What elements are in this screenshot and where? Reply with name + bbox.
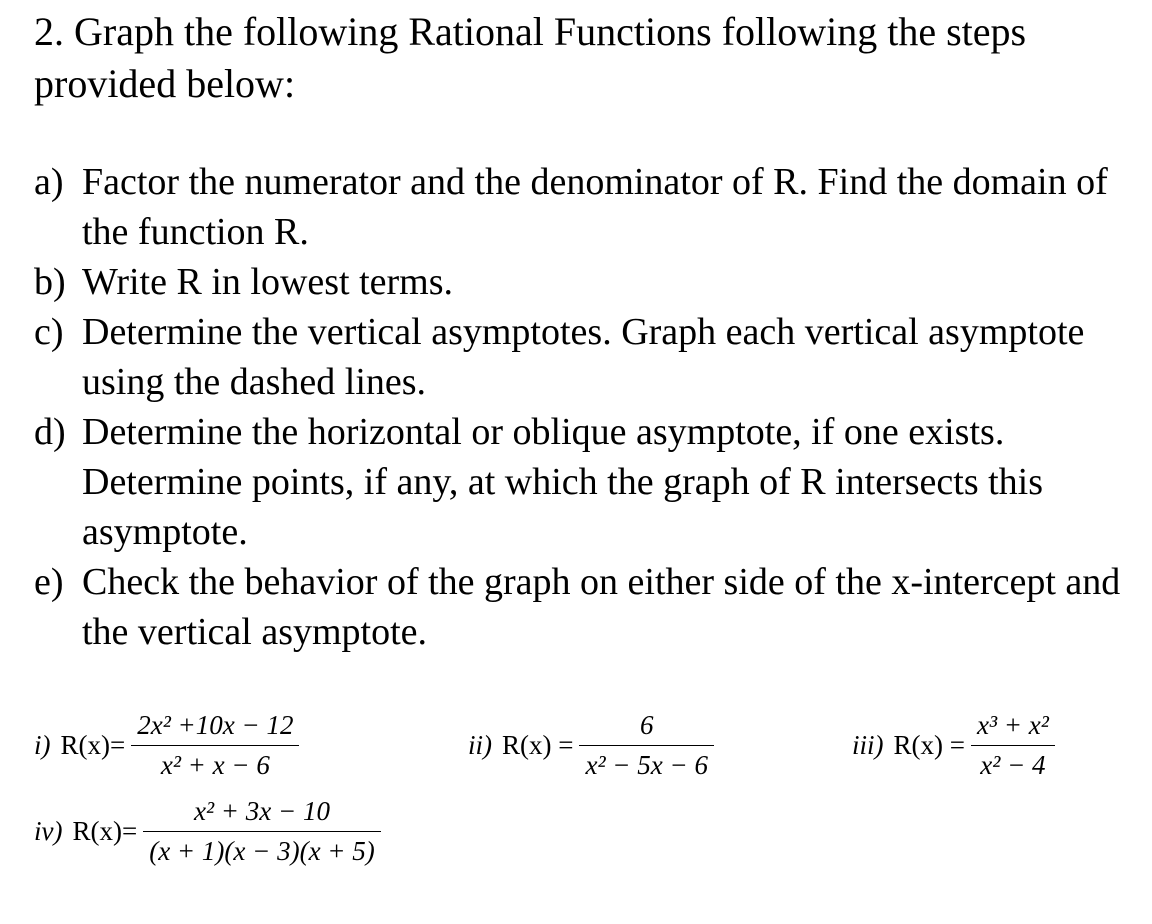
- fraction: [143, 796, 381, 867]
- step-letter: a): [34, 161, 64, 203]
- fraction: [971, 710, 1055, 781]
- denominator: x² − 4: [980, 750, 1046, 780]
- denominator: x² − 5x − 6: [585, 750, 708, 780]
- denominator: x² + x − 6: [160, 750, 270, 780]
- function-lhs: R(x)=: [60, 730, 126, 760]
- function-lhs: R(x)=: [72, 816, 138, 846]
- function-lhs: R(x) =: [502, 730, 574, 760]
- function-label: i): [34, 730, 51, 760]
- function-label: iii): [852, 730, 884, 760]
- function-iv: [34, 796, 381, 867]
- function-label: iv): [34, 816, 63, 846]
- numerator: x² + 3x − 10: [193, 796, 330, 826]
- step-letter: d): [34, 411, 66, 453]
- step-text: Factor the numerator and the denominator of R. Find the domain of the function R.: [82, 161, 1108, 253]
- step-text: Determine the vertical asymptotes. Graph each vertical asymptote using the dashed lines.: [82, 311, 1085, 403]
- step-letter: c): [34, 311, 64, 353]
- step-letter: b): [34, 261, 66, 303]
- step-text: Check the behavior of the graph on either side of the x-intercept and the vertical asymptote.: [82, 561, 1121, 653]
- denominator: (x + 1)(x − 3)(x + 5): [149, 836, 375, 866]
- fraction: [579, 710, 714, 781]
- function-iii: [852, 710, 1055, 781]
- step-text: Write R in lowest terms.: [82, 261, 454, 303]
- step-c: [34, 307, 1134, 407]
- function-label: ii): [468, 730, 492, 760]
- numerator: 6: [639, 710, 654, 740]
- function-i: [34, 710, 299, 781]
- numerator: 2x² +10x − 12: [137, 710, 294, 740]
- step-a: [34, 157, 1134, 257]
- function-ii: [468, 710, 714, 781]
- numerator: x³ + x²: [976, 710, 1049, 740]
- problem-heading: 2. Graph the following Rational Functions following the steps provided below:: [34, 9, 1027, 106]
- steps-list: [34, 157, 1134, 657]
- step-d: [34, 407, 1134, 557]
- fraction: [131, 710, 299, 781]
- step-letter: e): [34, 561, 64, 603]
- step-text: Determine the horizontal or oblique asymptote, if one exists. Determine points, if any, at which the graph of R intersects this asymptote.: [82, 411, 1044, 553]
- function-lhs: R(x) =: [893, 730, 965, 760]
- step-b: [34, 257, 1134, 307]
- step-e: [34, 557, 1134, 657]
